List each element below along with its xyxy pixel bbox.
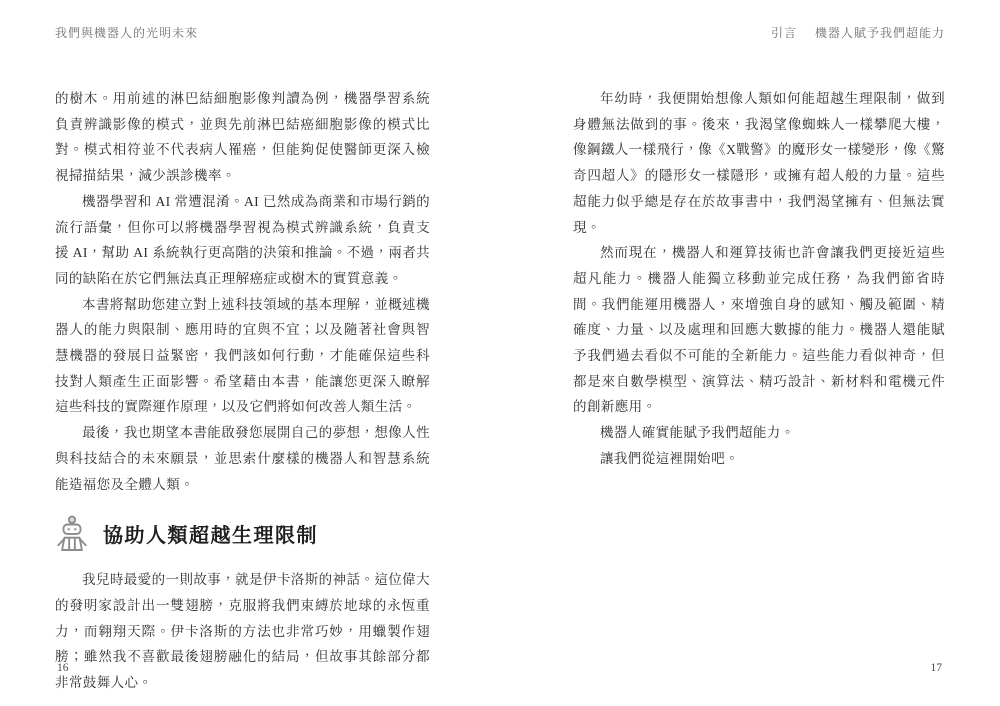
right-page-body: [500, 86, 1000, 472]
paragraph: 的樹木。用前述的淋巴結細胞影像判讀為例，機器學習系統負責辨識影像的模式，並與先前淋巴結癌細胞影像的模式比對。模式相符並不代表病人罹癌，但能夠促使醫師更深入檢視掃描結果，減少誤診機率。: [55, 91, 430, 184]
page-right: [500, 0, 1000, 706]
paragraph: 機器學習和 AI 常遭混淆。AI 已然成為商業和市場行銷的流行語彙，但你可以將機器學習視為模式辨識系統，負責支援 AI，幫助 AI 系統執行更高階的決策和推論。不過，兩者共同的缺陷在於它們無法真正理解癌症或樹木的實質意義。: [55, 193, 431, 286]
page-number-left: 16: [57, 662, 69, 674]
paragraph: 然而現在，機器人和運算技術也許會讓我們更接近這些超凡能力。機器人能獨立移動並完成任務，為我們節省時間。我們能運用機器人，來增強自身的感知、觸及範圍、精確度、力量、以及處理和回應大數據的能力。機器人還能賦予我們過去看似不可能的全新能力。這些能力看似神奇，但都是來自數學模型、演算法、精巧設計、新材料和電機元件的創新應用。: [573, 245, 945, 415]
page-number-right: 17: [930, 662, 942, 674]
running-header-chapter-title: 機器人賦予我們超能力: [814, 26, 945, 40]
paragraph: 機器人確實能賦予我們超能力。: [600, 425, 795, 441]
running-header-chapter: [771, 24, 945, 41]
paragraph: 我兒時最愛的一則故事，就是伊卡洛斯的神話。這位偉大的發明家設計出一雙翅膀，克服將我們束縛於地球的永恆重力，而翱翔天際。伊卡洛斯的方法也非常巧妙，用蠟製作翅膀；雖然我不喜歡最後翅膀融化的結局，但故事其餘部分都非常鼓舞人心。: [55, 572, 430, 691]
paragraph: 年幼時，我便開始想像人類如何能超越生理限制，做到身體無法做到的事。後來，我渴望像蜘蛛人一樣攀爬大樓，像鋼鐵人一樣飛行，像《X戰警》的魔形女一樣變形，像《驚奇四超人》的隱形女一樣隱形，或擁有超人般的力量。這些超能力似乎總是存在於故事書中，我們渴望擁有、但無法實現。: [573, 91, 945, 235]
section-title: 協助人類超越生理限制: [103, 524, 318, 547]
paragraph: 本書將幫助您建立對上述科技領域的基本理解，並概述機器人的能力與限制、應用時的宜與不宜；以及隨著社會與智慧機器的發展日益緊密，我們該如何行動，才能確保這些科技對人類產生正面影響。希望藉由本書，能讓您更深入瞭解這些科技的實際運作原理，以及它們將如何改善人類生活。: [55, 296, 430, 415]
left-page-body: [0, 86, 500, 696]
section-heading: [55, 514, 430, 552]
paragraph: 讓我們從這裡開始吧。: [600, 450, 739, 466]
running-header-book-title: 我們與機器人的光明未來: [55, 26, 199, 40]
running-header-chapter-label: 引言: [770, 26, 797, 40]
robot-icon: [55, 514, 89, 552]
paragraph: 最後，我也期望本書能啟發您展開自己的夢想，想像人性與科技結合的未來願景，並思索什麼樣的機器人和智慧系統能造福您及全體人類。: [55, 425, 430, 492]
